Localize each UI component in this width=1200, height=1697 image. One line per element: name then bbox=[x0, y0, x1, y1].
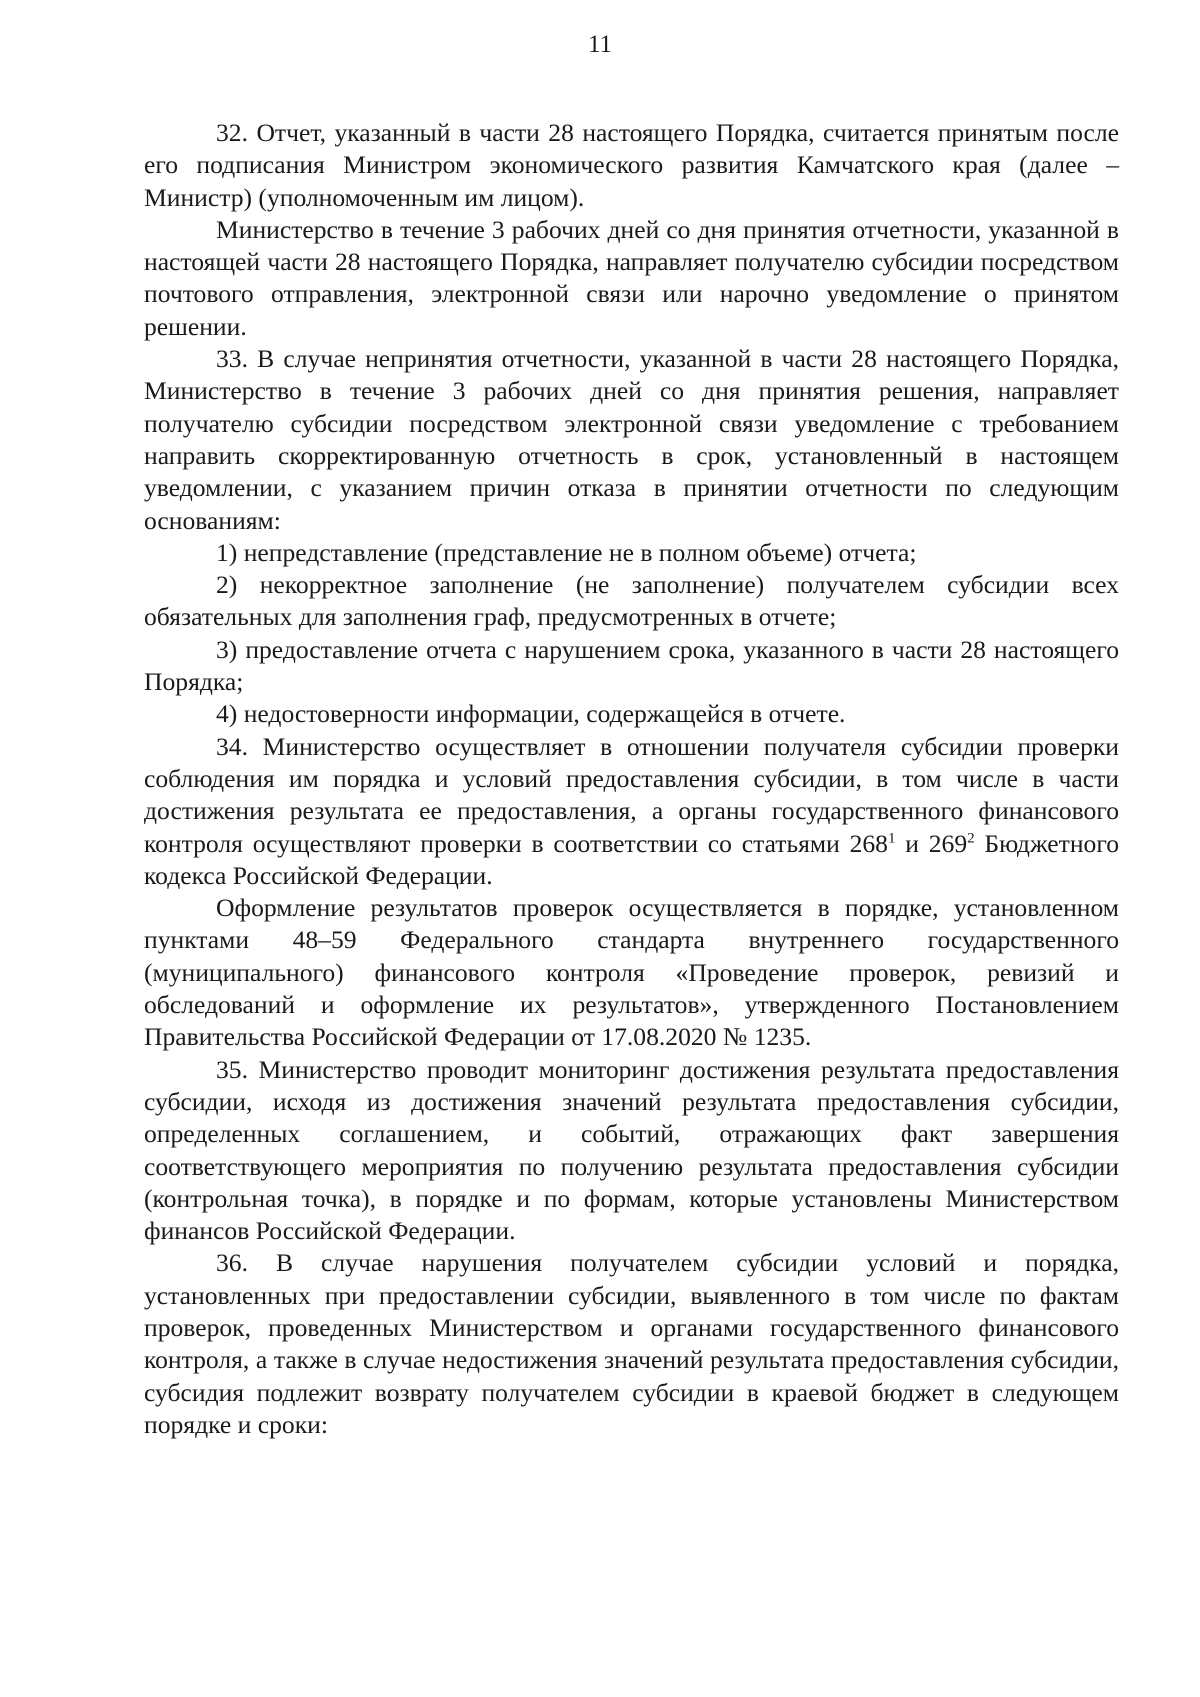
paragraph-34-procedure: Оформление результатов проверок осуществляется в порядке, установленном пунктами 48–59 Федерального стандарта внутреннего государственного (муниципального) финансового контроля «Проведение проверок, ревизий и обследований и оформление их результатов», утвержденного Постановлением Правительства Российской Федерации от 17.08.2020 № 1235. bbox=[144, 893, 1119, 1052]
list-item-2: 2) некорректное заполнение (не заполнение) получателем субсидии всех обязательных для заполнения граф, предусмотренных в отчете; bbox=[144, 570, 1119, 632]
paragraph-35: 35. Министерство проводит мониторинг достижения результата предоставления субсидии, исходя из достижения значений результата предоставления субсидии, определенных соглашением, и событий, отражающих факт завершения соответствующего мероприятия по получению результата предоставления субсидии (контрольная точка), в порядке и по формам, которые установлены Министерством финансов Российской Федерации. bbox=[144, 1054, 1119, 1246]
paragraph-33: 33. В случае непринятия отчетности, указанной в части 28 настоящего Порядка, Министерство в течение 3 рабочих дней со дня принятия решения, направляет получателю субсидии посредством электронной связи уведомление с требованием направить скорректированную отчетность в срок, установленный в настоящем уведомлении, с указанием причин отказа в принятии отчетности по следующим основаниям: bbox=[144, 344, 1119, 535]
paragraph-34-text-end: Бюджетного кодекса Российской Федерации. bbox=[144, 828, 1119, 890]
list-item-4: 4) недостоверности информации, содержащейся в отчете. bbox=[216, 699, 846, 729]
superscript-1: 1 bbox=[887, 830, 896, 846]
list-item-3: 3) предоставление отчета с нарушением срока, указанного в части 28 настоящего Порядка; bbox=[144, 634, 1119, 697]
paragraph-34 bbox=[144, 731, 1119, 892]
paragraph-32-notice: Министерство в течение 3 рабочих дней со дня принятия отчетности, указанной в настоящей части 28 настоящего Порядка, направляет получателю субсидии посредством почтового отправления, электронной связи или нарочно уведомление о принятом решении. bbox=[144, 214, 1119, 341]
paragraph-36: 36. В случае нарушения получателем субсидии условий и порядка, установленных при предоставлении субсидии, выявленного в том числе по фактам проверок, проведенных Министерством и органами государственного финансового контроля, а также в случае недостижения значений результата предоставления субсидии, субсидия подлежит возврату получателем субсидии в краевой бюджет в следующем порядке и сроки: bbox=[144, 1248, 1119, 1439]
superscript-2: 2 bbox=[967, 830, 975, 846]
paragraph-34-text-middle: и 269 bbox=[895, 828, 968, 858]
paragraph-32: 32. Отчет, указанный в части 28 настоящего Порядка, считается принятым после его подписания Министром экономического развития Камчатского края (далее – Министр) (уполномоченным им лицом). bbox=[144, 118, 1119, 212]
paragraph-34-text-start: 34. Министерство осуществляет в отношении получателя субсидии проверки соблюдения им порядка и условий предоставления субсидии, в том числе в части достижения результата ее предоставления, а органы государственного финансового контроля осуществляют проверки в соответствии со статьями 268 bbox=[144, 731, 1119, 858]
page-number: 11 bbox=[587, 31, 613, 58]
document-body bbox=[144, 117, 1119, 1441]
list-item-1: 1) непредставление (представление не в полном объеме) отчета; bbox=[216, 537, 917, 567]
